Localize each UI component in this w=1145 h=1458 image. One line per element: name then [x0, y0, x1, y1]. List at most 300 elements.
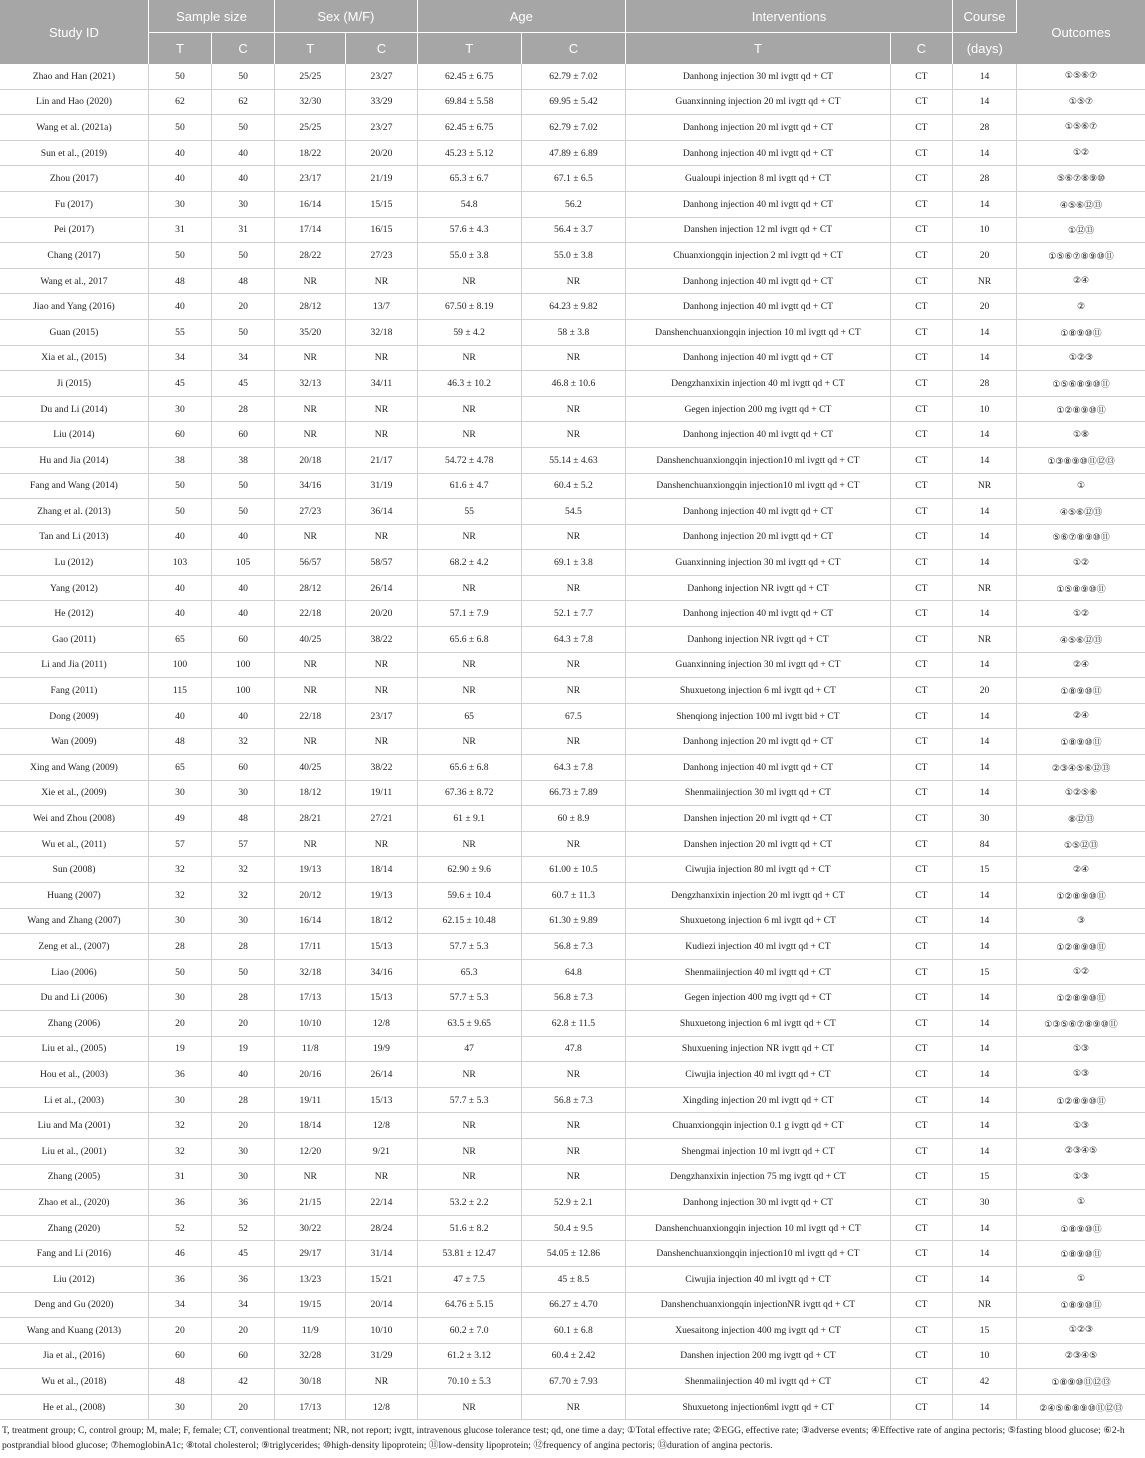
sample-t-cell: 30 — [148, 1394, 211, 1420]
age-t-cell: 65.6 ± 6.8 — [417, 755, 521, 781]
intervention-t-cell: Danhong injection 40 ml ivgtt qd + CT — [626, 755, 891, 781]
intervention-t-cell: Chuanxiongqin injection 2 ml ivgtt qd + CT — [626, 243, 891, 269]
sample-t-cell: 50 — [148, 499, 211, 525]
course-cell: 14 — [952, 985, 1016, 1011]
outcomes-cell: ①②⑧⑨⑩⑪ — [1017, 934, 1145, 960]
sex-t-cell: NR — [275, 729, 346, 755]
outcomes-cell: ③ — [1017, 908, 1145, 934]
outcomes-cell: ①⑫⑬ — [1017, 217, 1145, 243]
course-cell: 14 — [952, 1241, 1016, 1267]
outcomes-cell: ①③⑧⑨⑩⑪⑫⑬ — [1017, 447, 1145, 473]
sample-t-cell: 28 — [148, 934, 211, 960]
sex-t-cell: 34/16 — [275, 473, 346, 499]
intervention-c-cell: CT — [890, 1190, 952, 1216]
sex-t-cell: 30/22 — [275, 1215, 346, 1241]
sex-c-cell: 28/24 — [346, 1215, 417, 1241]
study-id-cell: Wu et al., (2011) — [0, 831, 148, 857]
sample-c-cell: 40 — [212, 1062, 275, 1088]
intervention-c-cell: CT — [890, 166, 952, 192]
sex-t-cell: 32/28 — [275, 1343, 346, 1369]
outcomes-cell: ①② — [1017, 550, 1145, 576]
sex-t-cell: NR — [275, 268, 346, 294]
sex-t-cell: NR — [275, 524, 346, 550]
study-id-cell: Huang (2007) — [0, 883, 148, 909]
study-id-cell: Xie et al., (2009) — [0, 780, 148, 806]
age-t-cell: 53.2 ± 2.2 — [417, 1190, 521, 1216]
table-row — [0, 1036, 1145, 1062]
sex-t-cell: NR — [275, 422, 346, 448]
sex-t-cell: 32/13 — [275, 371, 346, 397]
sample-t-cell: 34 — [148, 1292, 211, 1318]
table-row — [0, 191, 1145, 217]
header-sex: Sex (M/F) — [275, 0, 417, 33]
age-c-cell: 61.00 ± 10.5 — [521, 857, 625, 883]
sample-t-cell: 57 — [148, 831, 211, 857]
sex-c-cell: 18/14 — [346, 857, 417, 883]
sex-c-cell: 9/21 — [346, 1138, 417, 1164]
study-id-cell: Zhou (2017) — [0, 166, 148, 192]
intervention-t-cell: Xingding injection 20 ml ivgtt qd + CT — [626, 1087, 891, 1113]
age-c-cell: 60.4 ± 2.42 — [521, 1343, 625, 1369]
age-c-cell: 62.8 ± 11.5 — [521, 1010, 625, 1036]
age-c-cell: 46.8 ± 10.6 — [521, 371, 625, 397]
age-c-cell: 67.1 ± 6.5 — [521, 166, 625, 192]
sample-t-cell: 40 — [148, 294, 211, 320]
intervention-t-cell: Danshen injection 20 ml ivgtt qd + CT — [626, 806, 891, 832]
course-cell: 14 — [952, 1010, 1016, 1036]
table-row — [0, 499, 1145, 525]
header-course-days: (days) — [952, 33, 1016, 65]
age-t-cell: 61.2 ± 3.12 — [417, 1343, 521, 1369]
sex-t-cell: 18/22 — [275, 140, 346, 166]
sex-c-cell: 15/15 — [346, 191, 417, 217]
sample-c-cell: 36 — [212, 1266, 275, 1292]
outcomes-cell: ①⑧⑨⑩⑪ — [1017, 1215, 1145, 1241]
table-row — [0, 217, 1145, 243]
intervention-c-cell: CT — [890, 422, 952, 448]
course-cell: 14 — [952, 1138, 1016, 1164]
intervention-t-cell: Danshen injection 12 ml ivgtt qd + CT — [626, 217, 891, 243]
table-row — [0, 806, 1145, 832]
age-c-cell: 52.1 ± 7.7 — [521, 601, 625, 627]
sample-c-cell: 60 — [212, 422, 275, 448]
intervention-c-cell: CT — [890, 575, 952, 601]
age-c-cell: 61.30 ± 9.89 — [521, 908, 625, 934]
intervention-c-cell: CT — [890, 191, 952, 217]
intervention-c-cell: CT — [890, 499, 952, 525]
study-id-cell: Fang and Li (2016) — [0, 1241, 148, 1267]
sex-t-cell: 20/18 — [275, 447, 346, 473]
sample-t-cell: 49 — [148, 806, 211, 832]
age-c-cell: 52.9 ± 2.1 — [521, 1190, 625, 1216]
course-cell: 14 — [952, 1036, 1016, 1062]
sample-t-cell: 62 — [148, 89, 211, 115]
age-t-cell: 62.45 ± 6.75 — [417, 115, 521, 141]
intervention-t-cell: Danhong injection 40 ml ivgtt qd + CT — [626, 601, 891, 627]
intervention-c-cell: CT — [890, 1113, 952, 1139]
study-id-cell: Zhang (2005) — [0, 1164, 148, 1190]
age-c-cell: 55.0 ± 3.8 — [521, 243, 625, 269]
sex-c-cell: NR — [346, 1164, 417, 1190]
age-c-cell: 64.3 ± 7.8 — [521, 755, 625, 781]
intervention-c-cell: CT — [890, 550, 952, 576]
study-id-cell: Jiao and Yang (2016) — [0, 294, 148, 320]
intervention-c-cell: CT — [890, 959, 952, 985]
sample-t-cell: 20 — [148, 1318, 211, 1344]
age-t-cell: NR — [417, 1164, 521, 1190]
table-row — [0, 294, 1145, 320]
age-c-cell: NR — [521, 524, 625, 550]
intervention-t-cell: Ciwujia injection 40 ml ivgtt qd + CT — [626, 1266, 891, 1292]
age-c-cell: 56.8 ± 7.3 — [521, 934, 625, 960]
study-id-cell: Liao (2006) — [0, 959, 148, 985]
sample-t-cell: 40 — [148, 524, 211, 550]
course-cell: 28 — [952, 166, 1016, 192]
sample-c-cell: 40 — [212, 166, 275, 192]
study-id-cell: Sun (2008) — [0, 857, 148, 883]
header-interventions: Interventions — [626, 0, 953, 33]
sample-t-cell: 31 — [148, 1164, 211, 1190]
table-row — [0, 601, 1145, 627]
study-id-cell: Jia et al., (2016) — [0, 1343, 148, 1369]
intervention-c-cell: CT — [890, 1138, 952, 1164]
age-t-cell: 57.7 ± 5.3 — [417, 1087, 521, 1113]
intervention-c-cell: CT — [890, 268, 952, 294]
sex-c-cell: 32/18 — [346, 319, 417, 345]
age-c-cell: 69.95 ± 5.42 — [521, 89, 625, 115]
sex-t-cell: 17/13 — [275, 1394, 346, 1420]
sex-t-cell: 29/17 — [275, 1241, 346, 1267]
sex-t-cell: 25/25 — [275, 64, 346, 89]
intervention-c-cell: CT — [890, 140, 952, 166]
sample-t-cell: 46 — [148, 1241, 211, 1267]
table-row — [0, 703, 1145, 729]
age-c-cell: NR — [521, 575, 625, 601]
age-c-cell: 66.73 ± 7.89 — [521, 780, 625, 806]
intervention-c-cell: CT — [890, 1343, 952, 1369]
header-age: Age — [417, 0, 626, 33]
age-c-cell: NR — [521, 345, 625, 371]
intervention-t-cell: Ciwujia injection 40 ml ivgtt qd + CT — [626, 1062, 891, 1088]
sex-c-cell: 20/14 — [346, 1292, 417, 1318]
study-id-cell: Wu et al., (2018) — [0, 1369, 148, 1395]
study-id-cell: Fang and Wang (2014) — [0, 473, 148, 499]
course-cell: 14 — [952, 447, 1016, 473]
intervention-t-cell: Danhong injection 20 ml ivgtt qd + CT — [626, 524, 891, 550]
intervention-t-cell: Shengmai injection 10 ml ivgtt qd + CT — [626, 1138, 891, 1164]
sex-c-cell: 38/22 — [346, 627, 417, 653]
intervention-t-cell: Danhong injection 40 ml ivgtt qd + CT — [626, 191, 891, 217]
intervention-c-cell: CT — [890, 217, 952, 243]
sex-c-cell: 38/22 — [346, 755, 417, 781]
header-sex-c: C — [346, 33, 417, 65]
study-id-cell: Lu (2012) — [0, 550, 148, 576]
outcomes-cell: ②④ — [1017, 857, 1145, 883]
sample-t-cell: 100 — [148, 652, 211, 678]
sample-t-cell: 31 — [148, 217, 211, 243]
outcomes-cell: ①②⑧⑨⑩⑪ — [1017, 1087, 1145, 1113]
intervention-t-cell: Danshenchuanxiongqin injectionNR ivgtt qd + CT — [626, 1292, 891, 1318]
study-id-cell: Guan (2015) — [0, 319, 148, 345]
outcomes-cell: ①③ — [1017, 1164, 1145, 1190]
age-c-cell: 56.4 ± 3.7 — [521, 217, 625, 243]
intervention-t-cell: Danhong injection 40 ml ivgtt qd + CT — [626, 294, 891, 320]
sample-c-cell: 19 — [212, 1036, 275, 1062]
sex-c-cell: 12/8 — [346, 1394, 417, 1420]
table-row — [0, 934, 1145, 960]
age-t-cell: NR — [417, 831, 521, 857]
table-footnote: T, treatment group; C, control group; M, male; F, female; CT, conventional treatment; NR, not report; ivgtt, intravenous glucose tolerance test; qd, one time a day; ①Total effective rate; ②EGG, effective rate; ③adverse events; ④Effective rate of angina pectoris; ⑤fasting blood glucose; ⑥2-h postprandial blood glucose; ⑦hemoglobinA1c; ⑧total cholesterol; ⑨triglycerides; ⑩high-density lipoprotein; ⑪low-density lipoprotein; ⑫frequency of angina pectoris; ⑬duration of angina pectoris. — [2, 1425, 1125, 1452]
age-t-cell: 55 — [417, 499, 521, 525]
sex-t-cell: 27/23 — [275, 499, 346, 525]
sex-c-cell: 15/21 — [346, 1266, 417, 1292]
intervention-t-cell: Danhong injection 20 ml ivgtt qd + CT — [626, 729, 891, 755]
age-t-cell: 65.6 ± 6.8 — [417, 627, 521, 653]
intervention-t-cell: Kudiezi injection 40 ml ivgtt qd + CT — [626, 934, 891, 960]
age-c-cell: 58 ± 3.8 — [521, 319, 625, 345]
intervention-t-cell: Danhong injection NR ivgtt qd + CT — [626, 627, 891, 653]
sample-c-cell: 50 — [212, 499, 275, 525]
table-row — [0, 1343, 1145, 1369]
outcomes-cell: ①② — [1017, 601, 1145, 627]
sex-t-cell: 21/15 — [275, 1190, 346, 1216]
sample-t-cell: 50 — [148, 64, 211, 89]
sample-t-cell: 30 — [148, 985, 211, 1011]
age-t-cell: 51.6 ± 8.2 — [417, 1215, 521, 1241]
table-row — [0, 319, 1145, 345]
table-row — [0, 883, 1145, 909]
sample-c-cell: 50 — [212, 64, 275, 89]
table-row — [0, 908, 1145, 934]
outcomes-cell: ⑤⑥⑦⑧⑨⑩⑪ — [1017, 524, 1145, 550]
age-c-cell: 56.2 — [521, 191, 625, 217]
outcomes-cell: ②④⑤⑥⑧⑨⑩⑪⑫⑬ — [1017, 1394, 1145, 1420]
age-c-cell: 60.1 ± 6.8 — [521, 1318, 625, 1344]
course-cell: 15 — [952, 1164, 1016, 1190]
age-t-cell: NR — [417, 1113, 521, 1139]
age-c-cell: NR — [521, 1138, 625, 1164]
table-row — [0, 447, 1145, 473]
table-row — [0, 243, 1145, 269]
outcomes-cell: ①⑤⑦ — [1017, 89, 1145, 115]
sample-t-cell: 65 — [148, 755, 211, 781]
intervention-t-cell: Gualoupi injection 8 ml ivgtt qd + CT — [626, 166, 891, 192]
sample-t-cell: 103 — [148, 550, 211, 576]
table-row — [0, 627, 1145, 653]
course-cell: 28 — [952, 371, 1016, 397]
intervention-t-cell: Shuxuetong injection 6 ml ivgtt qd + CT — [626, 908, 891, 934]
course-cell: 42 — [952, 1369, 1016, 1395]
sex-c-cell: 15/13 — [346, 934, 417, 960]
course-cell: 14 — [952, 64, 1016, 89]
sample-t-cell: 40 — [148, 140, 211, 166]
table-row — [0, 755, 1145, 781]
study-id-cell: Deng and Gu (2020) — [0, 1292, 148, 1318]
course-cell: 14 — [952, 524, 1016, 550]
sample-c-cell: 28 — [212, 934, 275, 960]
table-row — [0, 422, 1145, 448]
outcomes-cell: ⑤⑥⑦⑧⑨⑩ — [1017, 166, 1145, 192]
study-id-cell: Xia et al., (2015) — [0, 345, 148, 371]
age-c-cell: 60 ± 8.9 — [521, 806, 625, 832]
age-t-cell: NR — [417, 729, 521, 755]
sex-c-cell: 36/14 — [346, 499, 417, 525]
outcomes-cell: ①⑧⑨⑩⑪ — [1017, 729, 1145, 755]
sample-c-cell: 45 — [212, 371, 275, 397]
sample-c-cell: 32 — [212, 729, 275, 755]
table-row — [0, 524, 1145, 550]
study-id-cell: Lin and Hao (2020) — [0, 89, 148, 115]
study-id-cell: Liu and Ma (2001) — [0, 1113, 148, 1139]
intervention-t-cell: Guanxinning injection 20 ml ivgtt qd + CT — [626, 89, 891, 115]
intervention-t-cell: Danshenchuanxiongqin injection10 ml ivgtt qd + CT — [626, 1241, 891, 1267]
study-id-cell: Zhang (2020) — [0, 1215, 148, 1241]
intervention-t-cell: Dengzhanxixin injection 75 mg ivgtt qd + CT — [626, 1164, 891, 1190]
sex-c-cell: 10/10 — [346, 1318, 417, 1344]
sample-c-cell: 36 — [212, 1190, 275, 1216]
table-row — [0, 140, 1145, 166]
sex-c-cell: NR — [346, 729, 417, 755]
intervention-c-cell: CT — [890, 780, 952, 806]
sex-c-cell: NR — [346, 268, 417, 294]
intervention-t-cell: Shuxuening injection NR ivgtt qd + CT — [626, 1036, 891, 1062]
intervention-c-cell: CT — [890, 985, 952, 1011]
outcomes-cell: ①⑤⑧⑨⑩⑪ — [1017, 575, 1145, 601]
sex-t-cell: 18/14 — [275, 1113, 346, 1139]
age-c-cell: NR — [521, 831, 625, 857]
course-cell: 14 — [952, 1087, 1016, 1113]
sample-c-cell: 100 — [212, 678, 275, 704]
intervention-c-cell: CT — [890, 1394, 952, 1420]
sex-t-cell: 40/25 — [275, 755, 346, 781]
intervention-c-cell: CT — [890, 601, 952, 627]
age-c-cell: 64.3 ± 7.8 — [521, 627, 625, 653]
study-id-cell: Du and Li (2014) — [0, 396, 148, 422]
outcomes-cell: ①⑤⑥⑦⑧⑨⑩⑪ — [1017, 243, 1145, 269]
course-cell: 14 — [952, 191, 1016, 217]
sample-c-cell: 32 — [212, 857, 275, 883]
age-t-cell: NR — [417, 1062, 521, 1088]
sex-t-cell: 10/10 — [275, 1010, 346, 1036]
sex-c-cell: 34/16 — [346, 959, 417, 985]
sample-c-cell: 28 — [212, 985, 275, 1011]
sex-t-cell: 25/25 — [275, 115, 346, 141]
table-row — [0, 1190, 1145, 1216]
sample-t-cell: 32 — [148, 883, 211, 909]
table-header — [0, 0, 1145, 64]
table-row — [0, 1266, 1145, 1292]
outcomes-cell: ①⑤⑥⑦ — [1017, 115, 1145, 141]
outcomes-cell: ①⑧⑨⑩⑪⑫⑬ — [1017, 1369, 1145, 1395]
table-body — [0, 64, 1145, 1420]
age-t-cell: NR — [417, 345, 521, 371]
course-cell: 10 — [952, 1343, 1016, 1369]
table-row — [0, 550, 1145, 576]
intervention-c-cell: CT — [890, 678, 952, 704]
sample-c-cell: 105 — [212, 550, 275, 576]
sex-c-cell: NR — [346, 524, 417, 550]
sex-t-cell: 16/14 — [275, 191, 346, 217]
intervention-c-cell: CT — [890, 1164, 952, 1190]
outcomes-cell: ①② — [1017, 140, 1145, 166]
outcomes-cell: ①③ — [1017, 1113, 1145, 1139]
age-c-cell: NR — [521, 1164, 625, 1190]
study-id-cell: Zeng et al., (2007) — [0, 934, 148, 960]
table-row — [0, 268, 1145, 294]
outcomes-cell: ①③ — [1017, 1036, 1145, 1062]
sex-t-cell: 28/12 — [275, 575, 346, 601]
sample-t-cell: 38 — [148, 447, 211, 473]
intervention-t-cell: Guanxinning injection 30 ml ivgtt qd + CT — [626, 550, 891, 576]
course-cell: 14 — [952, 883, 1016, 909]
sex-t-cell: 40/25 — [275, 627, 346, 653]
age-c-cell: 60.4 ± 5.2 — [521, 473, 625, 499]
sample-t-cell: 36 — [148, 1190, 211, 1216]
study-id-cell: Li et al., (2003) — [0, 1087, 148, 1113]
sample-t-cell: 48 — [148, 729, 211, 755]
sample-t-cell: 48 — [148, 268, 211, 294]
age-c-cell: NR — [521, 1394, 625, 1420]
sex-c-cell: NR — [346, 345, 417, 371]
header-sample-c: C — [212, 33, 275, 65]
header-sample-t: T — [148, 33, 211, 65]
age-c-cell: NR — [521, 678, 625, 704]
age-t-cell: 45.23 ± 5.12 — [417, 140, 521, 166]
study-id-cell: Li and Jia (2011) — [0, 652, 148, 678]
intervention-c-cell: CT — [890, 806, 952, 832]
header-outcomes: Outcomes — [1017, 0, 1145, 64]
age-c-cell: 60.7 ± 11.3 — [521, 883, 625, 909]
sample-c-cell: 60 — [212, 1343, 275, 1369]
intervention-t-cell: Danhong injection 30 ml ivgtt qd + CT — [626, 1190, 891, 1216]
sample-t-cell: 30 — [148, 191, 211, 217]
sex-c-cell: 23/27 — [346, 115, 417, 141]
intervention-c-cell: CT — [890, 473, 952, 499]
sample-t-cell: 30 — [148, 780, 211, 806]
sex-c-cell: NR — [346, 422, 417, 448]
sex-t-cell: 19/13 — [275, 857, 346, 883]
table-row — [0, 115, 1145, 141]
course-cell: 20 — [952, 243, 1016, 269]
sample-c-cell: 20 — [212, 1113, 275, 1139]
outcomes-cell: ①②⑤⑥ — [1017, 780, 1145, 806]
study-id-cell: Ji (2015) — [0, 371, 148, 397]
sex-t-cell: 16/14 — [275, 908, 346, 934]
course-cell: 14 — [952, 908, 1016, 934]
intervention-t-cell: Danhong injection 40 ml ivgtt qd + CT — [626, 268, 891, 294]
outcomes-cell: ①②⑧⑨⑩⑪ — [1017, 985, 1145, 1011]
sex-t-cell: 17/13 — [275, 985, 346, 1011]
course-cell: 20 — [952, 678, 1016, 704]
table-row — [0, 1087, 1145, 1113]
age-t-cell: 47 ± 7.5 — [417, 1266, 521, 1292]
intervention-c-cell: CT — [890, 703, 952, 729]
age-t-cell: 67.50 ± 8.19 — [417, 294, 521, 320]
table-row — [0, 1113, 1145, 1139]
age-t-cell: 54.8 — [417, 191, 521, 217]
sex-t-cell: 11/9 — [275, 1318, 346, 1344]
intervention-c-cell: CT — [890, 883, 952, 909]
sex-c-cell: 16/15 — [346, 217, 417, 243]
table-row — [0, 1215, 1145, 1241]
intervention-t-cell: Danshenchuanxiongqin injection 10 ml ivgtt qd + CT — [626, 319, 891, 345]
intervention-c-cell: CT — [890, 729, 952, 755]
study-id-cell: Pei (2017) — [0, 217, 148, 243]
header-intervention-t: T — [626, 33, 891, 65]
outcomes-cell: ④⑤⑥⑫⑬ — [1017, 499, 1145, 525]
outcomes-cell: ①⑤⑥⑧⑨⑩⑪ — [1017, 371, 1145, 397]
table-row — [0, 473, 1145, 499]
